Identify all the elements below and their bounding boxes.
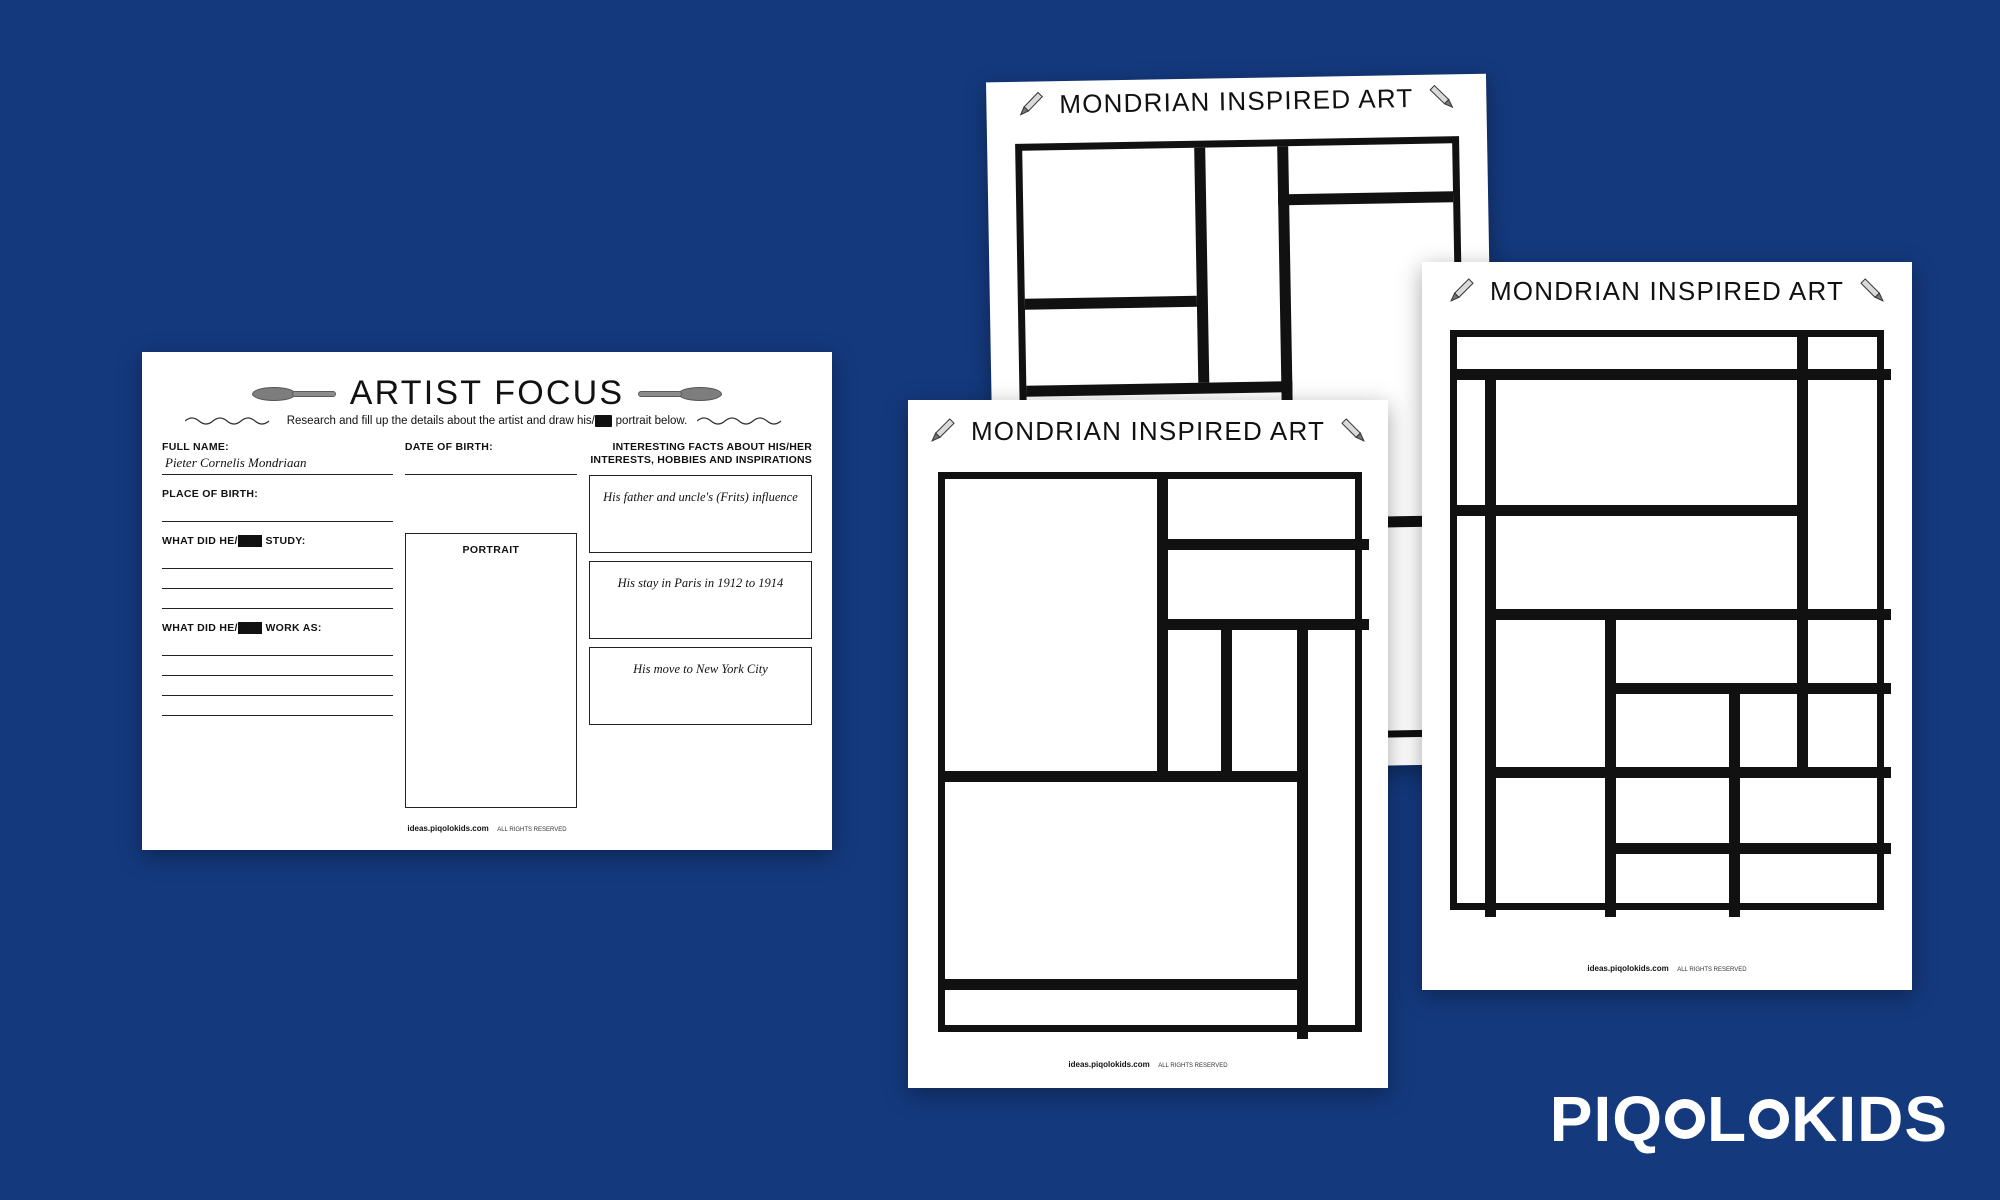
mondrian-right-grid	[1450, 330, 1884, 910]
grid-bar	[1457, 369, 1891, 380]
grid-bar	[1221, 619, 1232, 771]
artist-title-row	[162, 374, 812, 413]
footer-rights: ALL RIGHTS RESERVED	[1158, 1063, 1228, 1069]
piqolokids-logo	[1550, 1082, 1948, 1156]
full-name-input[interactable]: Pieter Cornelis Mondriaan	[162, 455, 393, 475]
place-of-birth-field-group	[162, 488, 393, 522]
artist-form-left	[162, 441, 393, 808]
grid-bar	[1025, 296, 1197, 310]
pencil-icon	[1856, 274, 1890, 308]
grid-bar	[1457, 505, 1797, 516]
footer-rights: ALL RIGHTS RESERVED	[1677, 967, 1747, 973]
date-of-birth-label: DATE OF BIRTH:	[404, 441, 493, 453]
grid-bar	[1194, 148, 1209, 383]
grid-bar	[1157, 539, 1369, 550]
work-input-line[interactable]	[162, 696, 393, 716]
artist-sheet-footer	[142, 818, 832, 836]
artist-form-right	[589, 441, 812, 808]
facts-title-line1	[589, 441, 812, 454]
facts-title-blackout: HER	[789, 441, 812, 453]
full-name-field-group	[162, 441, 393, 475]
study-field-group	[162, 535, 393, 609]
grid-bar	[1485, 369, 1496, 917]
work-input-line[interactable]	[162, 656, 393, 676]
instruction-text	[287, 415, 688, 427]
grid-bar	[1026, 381, 1292, 397]
study-input-line[interactable]	[162, 589, 393, 609]
footer-rights: ALL RIGHTS RESERVED	[497, 827, 567, 833]
grid-bar	[1278, 191, 1453, 205]
grid-bar	[1797, 337, 1808, 767]
date-of-birth-input[interactable]	[405, 455, 577, 475]
instruction-suffix: portrait below.	[612, 415, 688, 427]
logo-text-kids: KIDS	[1791, 1083, 1948, 1155]
grid-bar	[945, 771, 1308, 782]
grid-bar	[1605, 843, 1891, 854]
portrait-box[interactable]	[405, 533, 577, 808]
instruction-prefix: Research and fill up the details about the artist and draw his/	[286, 415, 595, 427]
mondrian-front-footer	[908, 1054, 1388, 1072]
squiggle-divider	[697, 416, 789, 426]
grid-bar	[1297, 619, 1308, 1039]
grid-bar	[1605, 609, 1616, 917]
grid-bar	[1485, 767, 1891, 778]
mondrian-front-grid	[938, 472, 1362, 1032]
mondrian-right-footer	[1422, 958, 1912, 976]
facts-title-prefix: INTERESTING FACTS ABOUT HIS/	[612, 441, 790, 453]
study-label-suffix: STUDY:	[262, 535, 306, 547]
instruction-blackout: her	[596, 415, 611, 427]
logo-text-piq: PIQ	[1549, 1083, 1663, 1155]
work-label-blackout: SHE	[238, 622, 262, 634]
pencil-icon	[1337, 414, 1371, 448]
work-field-group	[162, 622, 393, 716]
pencil-icon	[1013, 87, 1048, 122]
study-input-line[interactable]	[162, 549, 393, 569]
artist-form-body	[162, 441, 812, 808]
footer-brand: ideas.piqolokids.com	[407, 824, 489, 833]
footer-brand: ideas.piqolokids.com	[1068, 1060, 1150, 1069]
work-input-line[interactable]	[162, 676, 393, 696]
logo-ring-icon	[1749, 1099, 1789, 1139]
mondrian-sheet-front[interactable]	[908, 400, 1388, 1088]
work-label-prefix: WHAT DID HE/	[162, 622, 238, 634]
footer-brand: ideas.piqolokids.com	[1587, 964, 1669, 973]
work-label-suffix: WORK AS:	[262, 622, 322, 634]
fact-box[interactable]: His stay in Paris in 1912 to 1914	[589, 561, 812, 639]
artist-focus-sheet[interactable]	[142, 352, 832, 850]
grid-bar	[1485, 609, 1891, 620]
mondrian-front-title: MONDRIAN INSPIRED ART	[970, 415, 1326, 446]
paintbrush-icon	[252, 385, 336, 403]
mondrian-back-header	[986, 74, 1487, 123]
page-title: ARTIST FOCUS	[349, 374, 625, 412]
pencil-icon	[925, 414, 959, 448]
name-dob-row	[162, 441, 393, 475]
grid-bar	[1605, 683, 1891, 694]
mondrian-front-header	[908, 400, 1388, 448]
artist-instruction-row	[162, 415, 812, 427]
dob-field-group	[405, 441, 577, 475]
facts-title	[589, 441, 812, 467]
fact-box[interactable]: His father and uncle's (Frits) influence	[589, 475, 812, 553]
fact-box[interactable]: His move to New York City	[589, 647, 812, 725]
logo-text-l: L	[1707, 1083, 1748, 1155]
mondrian-sheet-right[interactable]	[1422, 262, 1912, 990]
portrait-label: PORTRAIT	[462, 544, 520, 556]
grid-bar	[945, 979, 1308, 990]
artist-form-middle	[405, 441, 577, 808]
paintbrush-icon	[638, 385, 722, 403]
study-label-prefix: WHAT DID HE/	[162, 535, 238, 547]
facts-title-line2: INTERESTS, HOBBIES AND INSPIRATIONS	[590, 454, 812, 467]
study-label	[162, 535, 393, 547]
mondrian-right-header	[1422, 262, 1912, 308]
squiggle-divider	[185, 416, 277, 426]
mondrian-right-title: MONDRIAN INSPIRED ART	[1489, 275, 1845, 306]
place-of-birth-input[interactable]	[162, 502, 393, 522]
grid-bar	[1157, 619, 1369, 630]
pencil-icon	[1444, 274, 1478, 308]
grid-bar	[1729, 683, 1740, 917]
full-name-label: FULL NAME:	[162, 441, 229, 453]
mondrian-back-title: MONDRIAN INSPIRED ART	[1059, 82, 1414, 119]
work-label	[162, 622, 393, 634]
logo-ring-icon	[1665, 1099, 1705, 1139]
pencil-icon	[1425, 80, 1460, 115]
place-of-birth-label: PLACE OF BIRTH:	[162, 488, 259, 500]
work-input-line[interactable]	[162, 636, 393, 656]
study-input-line[interactable]	[162, 569, 393, 589]
study-label-blackout: SHE	[238, 535, 262, 547]
